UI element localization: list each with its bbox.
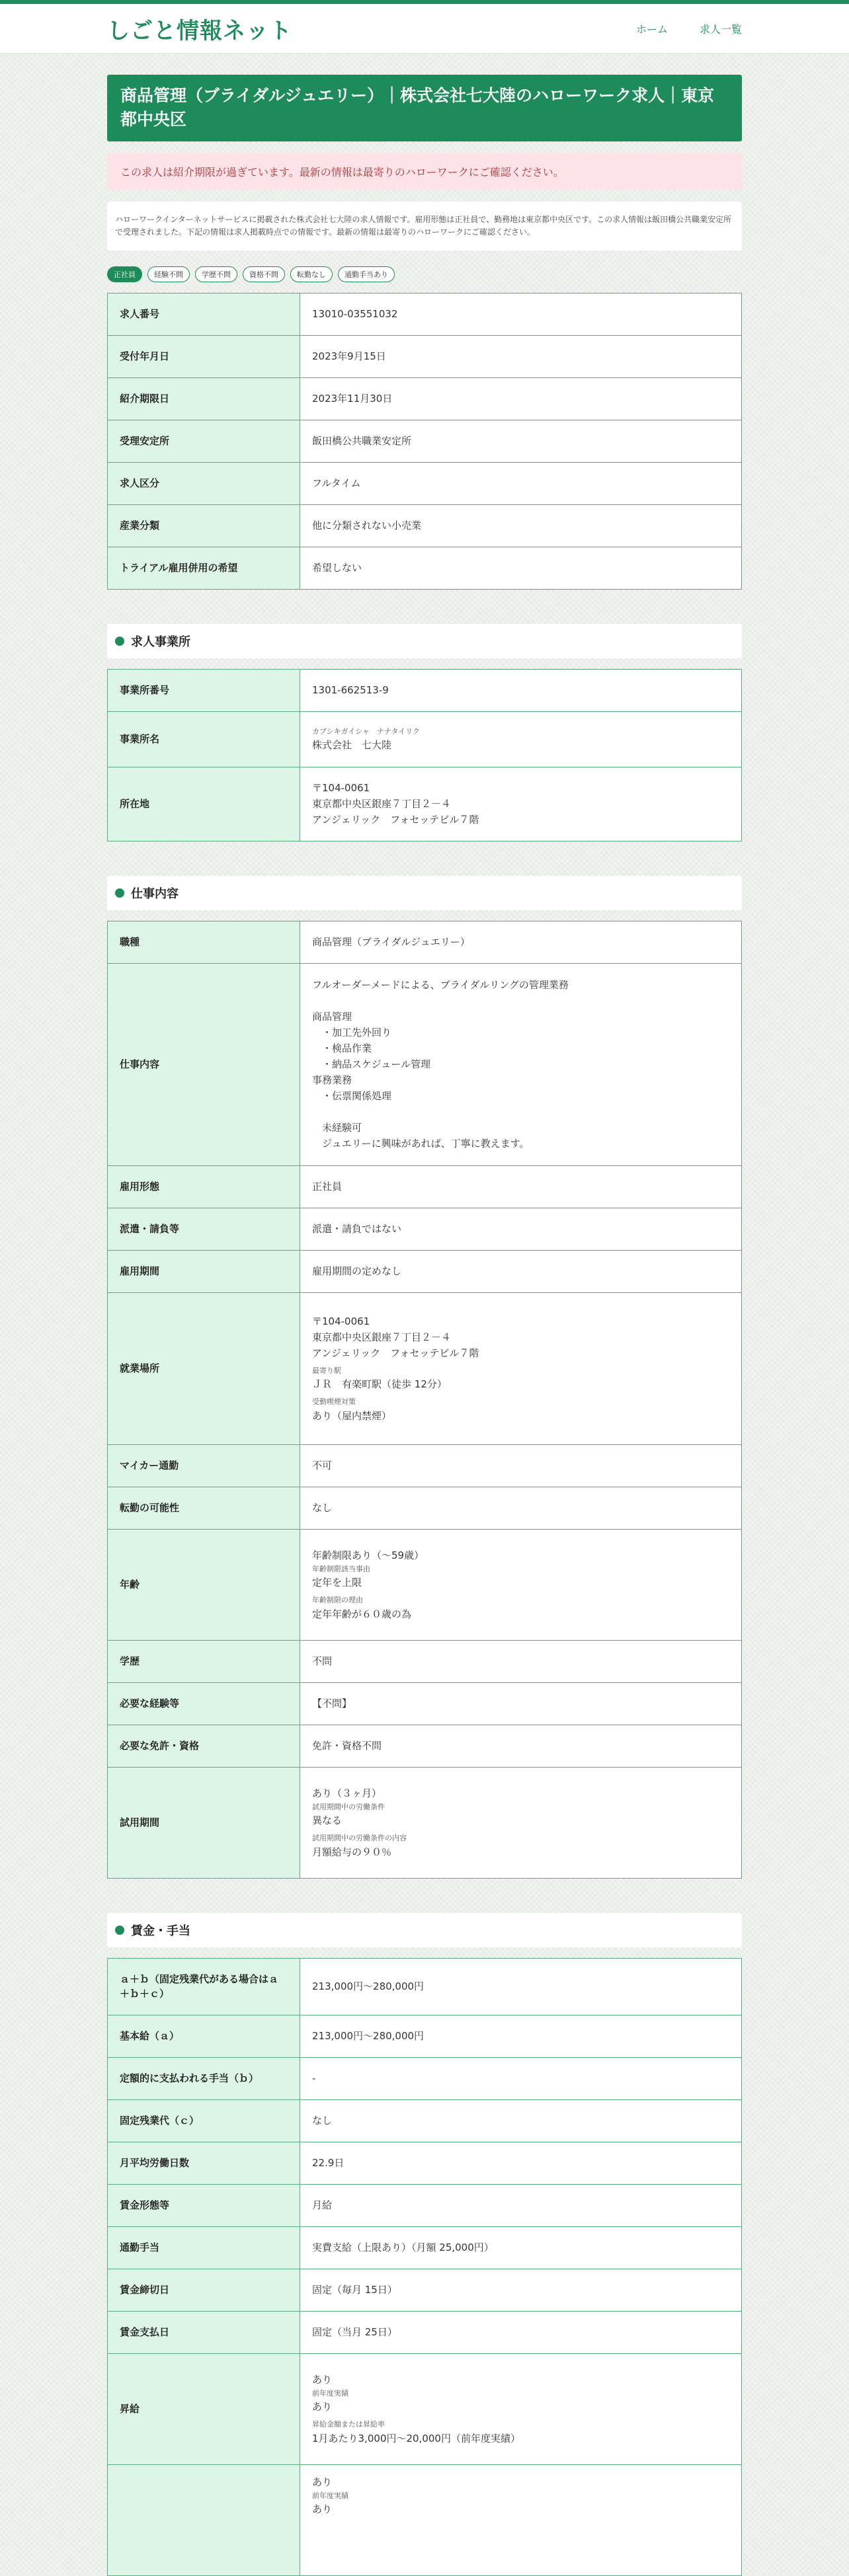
badge-no-education: 学歴不問 [195, 266, 237, 282]
row-label: 産業分類 [108, 504, 300, 547]
row-label: 試用期間 [108, 1767, 300, 1878]
row-label: 賃金締切日 [108, 2269, 300, 2311]
site-header [0, 4, 849, 54]
row-value: 2023年11月30日 [300, 377, 742, 420]
row-label: 紹介期限日 [108, 377, 300, 420]
trial-value: あり（３ヶ月） [312, 1787, 382, 1799]
table-row [108, 1444, 742, 1487]
row-value: 免許・資格不問 [300, 1725, 742, 1767]
table-row [108, 335, 742, 377]
row-value: 正社員 [300, 1165, 742, 1208]
table-row [108, 2464, 742, 2575]
table-row [108, 2311, 742, 2353]
row-label: 必要な経験等 [108, 1682, 300, 1725]
section-bullet-icon [115, 1926, 124, 1935]
table-row [108, 2226, 742, 2269]
section-bullet-icon [115, 888, 124, 898]
row-value [300, 1292, 742, 1444]
row-value: 不問 [300, 1640, 742, 1682]
table-row [108, 1487, 742, 1529]
table-row [108, 420, 742, 462]
row-label: 必要な免許・資格 [108, 1725, 300, 1767]
row-label: 仕事内容 [108, 963, 300, 1165]
age-why-value: 定年年齢が６０歳の為 [312, 1608, 412, 1620]
feature-badges [107, 266, 742, 282]
table-row [108, 1958, 742, 2015]
row-value [300, 711, 742, 767]
row-value: 13010-03551032 [300, 293, 742, 335]
badge-no-transfer: 転勤なし [290, 266, 333, 282]
row-value: 他に分類されない小売業 [300, 504, 742, 547]
section-bullet-icon [115, 637, 124, 646]
table-row [108, 2057, 742, 2099]
main-nav [636, 21, 742, 36]
row-label: 雇用期間 [108, 1250, 300, 1292]
row-value: 22.9日 [300, 2142, 742, 2184]
row-label: 求人区分 [108, 462, 300, 504]
row-value: 〒104-0061 東京都中央区銀座７丁目２－４ アンジェリック フォセッテビル７階 [300, 767, 742, 841]
raise-prev-label: 前年度実績 [312, 2388, 348, 2398]
row-label: 定額的に支払われる手当（ｂ） [108, 2057, 300, 2099]
row-label: ａ＋ｂ（固定残業代がある場合はａ＋ｂ＋ｃ） [108, 1958, 300, 2015]
table-row [108, 669, 742, 711]
row-label: 学歴 [108, 1640, 300, 1682]
row-label: 賃金支払日 [108, 2311, 300, 2353]
company-kana: カブシキガイシャ ナナタイリク [312, 726, 421, 736]
badge-no-license: 資格不問 [243, 266, 285, 282]
age-reason-label: 年齢制限該当事由 [312, 1564, 370, 1573]
table-row [108, 2015, 742, 2057]
row-value: - [300, 2057, 742, 2099]
row-value: 【不問】 [300, 1682, 742, 1725]
row-label: 受付年月日 [108, 335, 300, 377]
trial-cond-value: 異なる [312, 1815, 343, 1827]
table-row [108, 1165, 742, 1208]
table-row [108, 2099, 742, 2142]
nav-job-list-link[interactable]: 求人一覧 [699, 22, 742, 36]
employer-table [107, 669, 742, 841]
section-heading-wage [107, 1913, 742, 1947]
row-value: 雇用期間の定めなし [300, 1250, 742, 1292]
row-label: 雇用形態 [108, 1165, 300, 1208]
bonus-prev-label: 前年度実績 [312, 2491, 348, 2500]
table-row [108, 1292, 742, 1444]
age-why-label: 年齢制限の理由 [312, 1596, 363, 1605]
table-row [108, 1767, 742, 1878]
row-value: 実費支給（上限あり）（月額 25,000円） [300, 2226, 742, 2269]
row-label: 所在地 [108, 767, 300, 841]
table-row [108, 1208, 742, 1250]
trial-detail-label: 試用期間中の労働条件の内容 [312, 1834, 407, 1843]
row-label: 職種 [108, 921, 300, 963]
section-title: 賃金・手当 [131, 1924, 190, 1938]
section-title: 求人事業所 [131, 635, 190, 649]
table-row [108, 293, 742, 335]
row-value: 不可 [300, 1444, 742, 1487]
row-label: マイカー通勤 [108, 1444, 300, 1487]
table-row [108, 1529, 742, 1640]
raise-value: あり [312, 2373, 333, 2386]
trial-detail-value: 月額給与の９０％ [312, 1846, 392, 1858]
row-label: 事業所番号 [108, 669, 300, 711]
table-row [108, 1682, 742, 1725]
table-row [108, 1250, 742, 1292]
job-table [107, 921, 742, 1879]
row-label: 求人番号 [108, 293, 300, 335]
table-row [108, 2142, 742, 2184]
intro-text: ハローワークインターネットサービスに掲載された株式会社七大陸の求人情報です。雇用形態は正社員で、勤務地は東京都中央区です。この求人情報は飯田橋公共職業安定所で受理されました。下記の情報は求人掲載時点での情報です。最新の情報は最寄りのハローワークにご確認ください。 [107, 202, 742, 251]
row-value: なし [300, 1487, 742, 1529]
table-row [108, 377, 742, 420]
work-address: 〒104-0061 東京都中央区銀座７丁目２－４ アンジェリック フォセッテビル７階 [312, 1315, 479, 1359]
row-label: 年齢 [108, 1529, 300, 1640]
nav-home-link[interactable]: ホーム [635, 22, 668, 36]
age-value: 年齢制限あり（～59歳） [312, 1549, 425, 1561]
table-row [108, 504, 742, 547]
station-label: 最寄り駅 [312, 1366, 341, 1375]
section-title: 仕事内容 [131, 886, 179, 901]
row-value: フルタイム [300, 462, 742, 504]
table-row [108, 462, 742, 504]
row-value [300, 2464, 742, 2575]
badge-no-experience: 経験不問 [147, 266, 190, 282]
row-value: フルオーダーメードによる、ブライダルリングの管理業務 商品管理 ・加工先外回り ・検品作業 ・納品スケジュール管理 事務業務 ・伝票関係処理 未経験可 ジュエリーに興味があれば、丁寧に教えます。 [300, 963, 742, 1165]
station-value: ＪＲ 有楽町駅（徒歩 12分） [312, 1378, 447, 1391]
row-label: 昇給 [108, 2353, 300, 2464]
table-row [108, 1640, 742, 1682]
table-row [108, 547, 742, 589]
age-reason-value: 定年を上限 [312, 1577, 362, 1589]
smoking-label: 受動喫煙対策 [312, 1397, 356, 1407]
expired-alert: この求人は紹介期限が過ぎています。最新の情報は最寄りのハローワークにご確認ください。 [107, 153, 742, 190]
row-value: 2023年9月15日 [300, 335, 742, 377]
row-label: 基本給（ａ） [108, 2015, 300, 2057]
row-label: 固定残業代（ｃ） [108, 2099, 300, 2142]
bonus-prev-value: あり [312, 2503, 333, 2516]
trial-cond-label: 試用期間中の労働条件 [312, 1802, 385, 1811]
bonus-value: あり [312, 2476, 333, 2488]
row-value: 月給 [300, 2184, 742, 2226]
row-label: 転勤の可能性 [108, 1487, 300, 1529]
row-value: 希望しない [300, 547, 742, 589]
badge-full-time: 正社員 [107, 266, 142, 282]
badge-commute-allowance: 通勤手当あり [338, 266, 395, 282]
table-row [108, 767, 742, 841]
section-heading-employer [107, 624, 742, 658]
row-label: 事業所名 [108, 711, 300, 767]
page-title: 商品管理（ブライダルジュエリー）｜株式会社七大陸のハローワーク求人｜東京都中央区 [107, 75, 742, 141]
table-row [108, 2269, 742, 2311]
company-name: 株式会社 七大陸 [312, 739, 392, 752]
row-value: 213,000円〜280,000円 [300, 1958, 742, 2015]
row-value [300, 1767, 742, 1878]
table-row [108, 963, 742, 1165]
summary-table [107, 293, 742, 590]
wage-table [107, 1958, 742, 2576]
table-row [108, 2184, 742, 2226]
row-label: 通勤手当 [108, 2226, 300, 2269]
smoking-value: あり（屋内禁煙） [312, 1409, 392, 1422]
row-value: なし [300, 2099, 742, 2142]
row-value: 派遣・請負ではない [300, 1208, 742, 1250]
row-value: 1301-662513-9 [300, 669, 742, 711]
row-label: 受理安定所 [108, 420, 300, 462]
row-value: 商品管理（ブライダルジュエリー） [300, 921, 742, 963]
main-content [107, 54, 742, 2576]
row-value: 固定（当月 25日） [300, 2311, 742, 2353]
table-row [108, 921, 742, 963]
row-value [300, 2353, 742, 2464]
row-value: 固定（毎月 15日） [300, 2269, 742, 2311]
row-label: 就業場所 [108, 1292, 300, 1444]
raise-prev-value: あり [312, 2401, 333, 2413]
table-row [108, 1725, 742, 1767]
row-label: トライアル雇用併用の希望 [108, 547, 300, 589]
table-row [108, 711, 742, 767]
row-value [300, 1529, 742, 1640]
table-row [108, 2353, 742, 2464]
raise-amount-value: 1月あたり3,000円〜20,000円（前年度実績） [312, 2432, 520, 2444]
row-value: 飯田橋公共職業安定所 [300, 420, 742, 462]
section-heading-job [107, 876, 742, 910]
raise-amount-label: 昇給金額または昇給率 [312, 2420, 385, 2429]
row-label: 月平均労働日数 [108, 2142, 300, 2184]
site-logo[interactable]: しごと情報ネット [107, 17, 292, 44]
row-label: 派遣・請負等 [108, 1208, 300, 1250]
row-label: 賃金形態等 [108, 2184, 300, 2226]
row-value: 213,000円〜280,000円 [300, 2015, 742, 2057]
row-label [108, 2464, 300, 2575]
